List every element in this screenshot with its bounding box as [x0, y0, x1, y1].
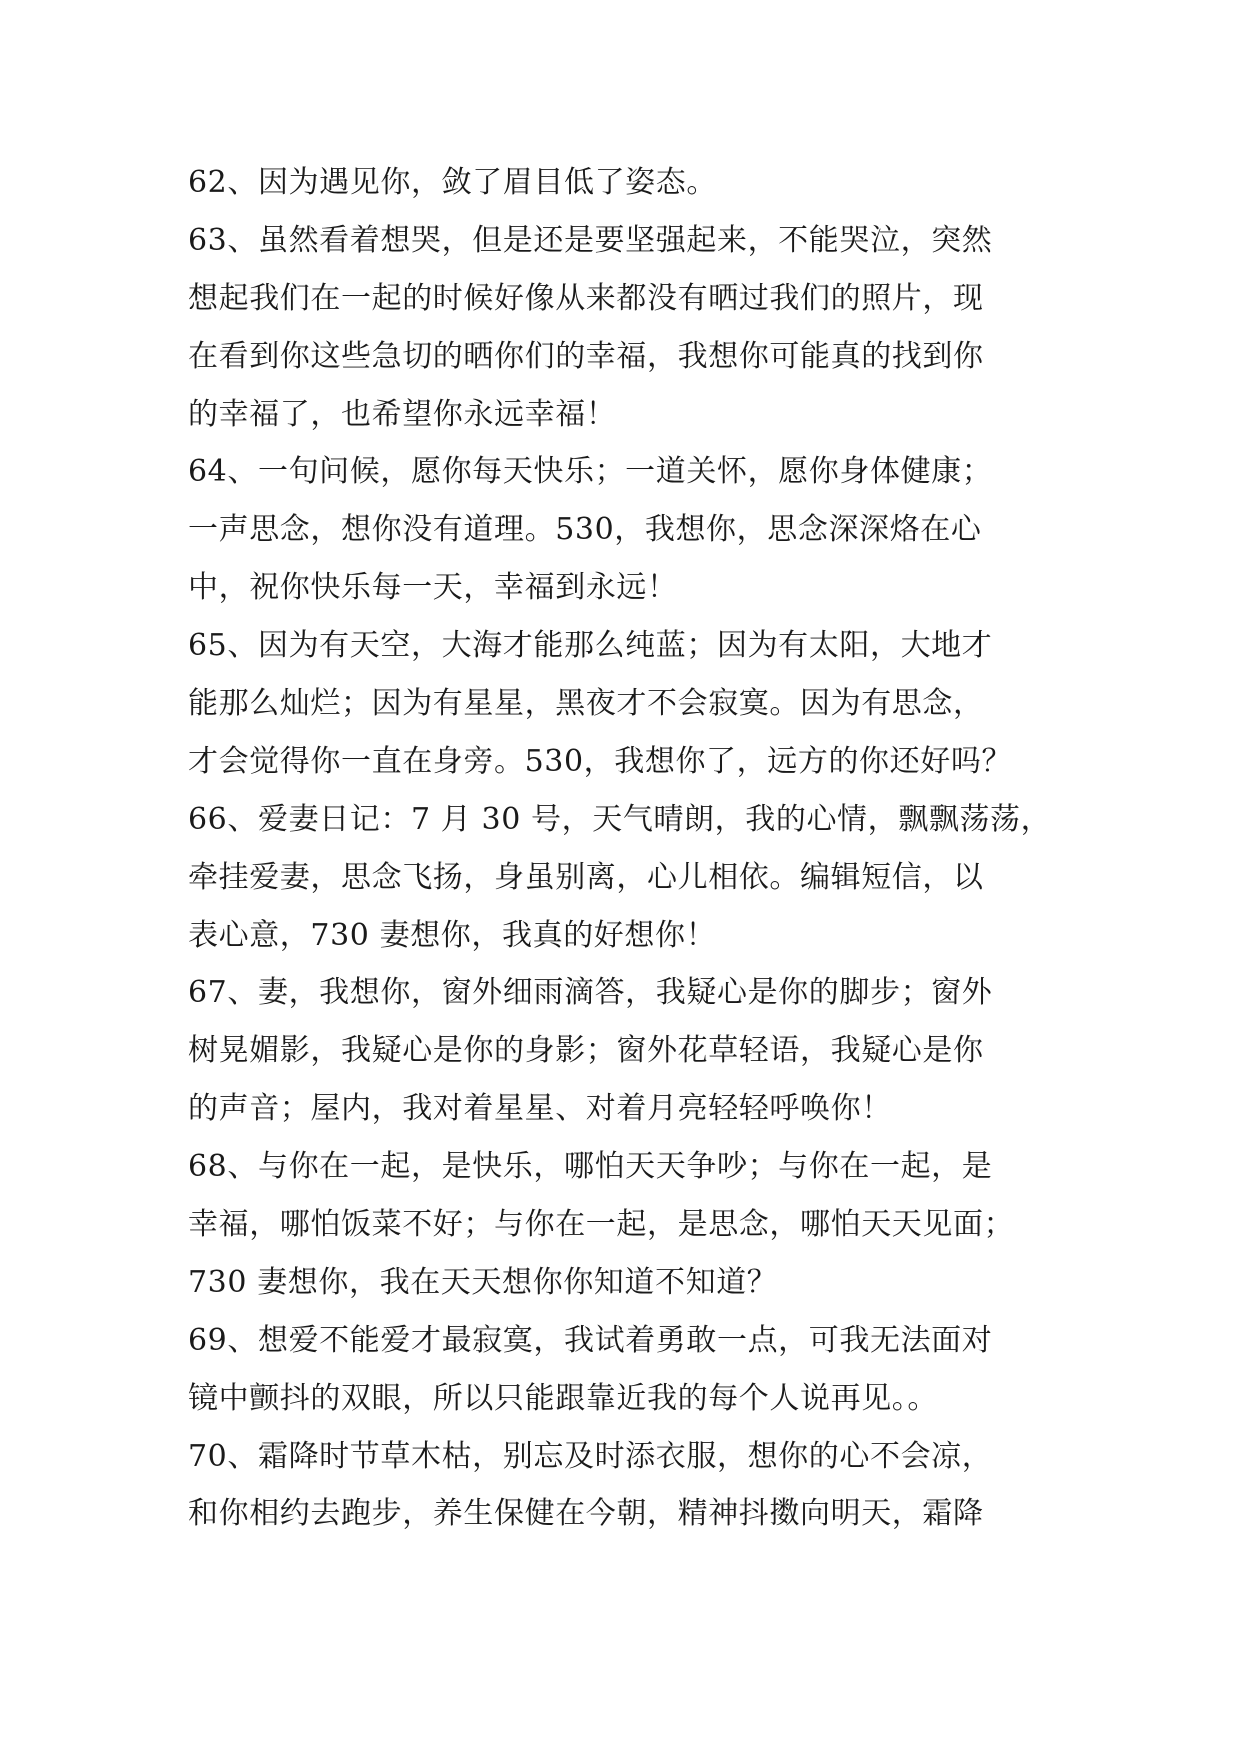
- text-line: 64、一句问候，愿你每天快乐；一道关怀，愿你身体健康；: [188, 454, 993, 490]
- text-line: 的幸福了，也希望你永远幸福！: [188, 396, 617, 432]
- text-line: 树晃媚影，我疑心是你的身影；窗外花草轻语，我疑心是你: [188, 1033, 984, 1069]
- text-line: 68、与你在一起，是快乐，哪怕天天争吵；与你在一起，是: [188, 1149, 993, 1185]
- text-line: 镜中颤抖的双眼，所以只能跟靠近我的每个人说再见。。: [188, 1380, 938, 1416]
- text-line: 69、想爱不能爱才最寂寞，我试着勇敢一点，可我无法面对: [188, 1322, 993, 1358]
- text-line: 66、爱妻日记：7 月 30 号，天气晴朗，我的心情，飘飘荡荡，: [188, 801, 1052, 837]
- text-line: 能那么灿烂；因为有星星，黑夜才不会寂寞。因为有思念，: [188, 686, 984, 722]
- text-line: 62、因为遇见你，敛了眉目低了姿态。: [188, 165, 717, 200]
- text-line: 65、因为有天空，大海才能那么纯蓝；因为有太阳，大地才: [188, 628, 993, 664]
- text-line: 幸福，哪怕饭菜不好；与你在一起，是思念，哪怕天天见面；: [188, 1207, 1015, 1243]
- text-line: 表心意，730 妻想你，我真的好想你！: [188, 917, 717, 953]
- text-line: 在看到你这些急切的晒你们的幸福，我想你可能真的找到你: [188, 338, 984, 374]
- text-line: 和你相约去跑步，养生保健在今朝，精神抖擞向明天，霜降: [188, 1496, 984, 1532]
- text-line: 67、妻，我想你，窗外细雨滴答，我疑心是你的脚步；窗外: [188, 975, 993, 1011]
- text-line: 牵挂爱妻，思念飞扬，身虽别离，心儿相依。编辑短信，以: [188, 859, 984, 895]
- text-line: 想起我们在一起的时候好像从来都没有晒过我们的照片，现: [188, 280, 984, 316]
- text-line: 730 妻想你，我在天天想你你知道不知道？: [188, 1264, 778, 1300]
- text-line: 70、霜降时节草木枯，别忘及时添衣服，想你的心不会凉，: [188, 1438, 993, 1474]
- document-body: [188, 154, 1078, 1543]
- text-line: 中，祝你快乐每一天，幸福到永远！: [188, 570, 678, 606]
- text-line: 才会觉得你一直在身旁。530，我想你了，远方的你还好吗？: [188, 743, 1013, 779]
- text-line: 63、虽然看着想哭，但是还是要坚强起来，不能哭泣，突然: [188, 222, 993, 258]
- text-line: 一声思念，想你没有道理。530，我想你，思念深深烙在心: [188, 512, 982, 548]
- text-line: 的声音；屋内，我对着星星、对着月亮轻轻呼唤你！: [188, 1091, 892, 1127]
